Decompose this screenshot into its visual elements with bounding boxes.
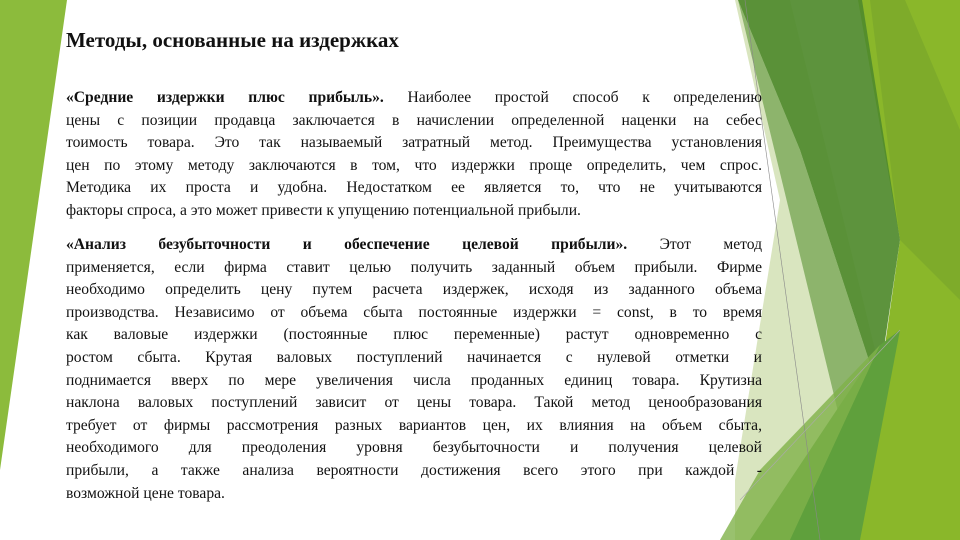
paragraph-cost-plus	[66, 87, 762, 223]
text-line: «Анализ безубыточности и обеспечение целевой прибыли». Этот метод	[66, 236, 762, 253]
paragraph-heading: «Средние издержки плюс прибыль».	[66, 89, 384, 106]
text-line: Методика их проста и удобна. Недостатком ее является то, что не учитываются	[66, 179, 762, 197]
text-line: возможной цене товара.	[66, 484, 225, 502]
left-green-wedge	[0, 0, 67, 470]
paragraph-heading: «Анализ безубыточности и обеспечение целевой прибыли».	[66, 236, 628, 253]
text-line: требует от фирмы рассмотрения разных вариантов цен, их влияния на объем сбыта,	[66, 416, 762, 434]
text-line: «Средние издержки плюс прибыль». Наиболее простой способ к определению	[66, 89, 762, 106]
text-line: цены с позиции продавца заключается в начислении определенной наценки на себес	[66, 111, 762, 129]
text-line: ростом сбыта. Крутая валовых поступлений начинается с нулевой отметки и	[66, 348, 762, 366]
text-line: необходимо определить цену путем расчета издержек, исходя из заданного объема	[66, 281, 762, 299]
slide-title: Методы, основанные на издержках	[66, 28, 399, 52]
text-line: как валовые издержки (постоянные плюс переменные) растут одновременно с	[66, 326, 762, 344]
text-line: прибыли, а также анализа вероятности достижения всего этого при каждой -	[66, 461, 762, 479]
text-line: цен по этому методу заключаются в том, что издержки проще определить, чем спрос.	[66, 156, 762, 174]
paragraph-break-even	[66, 234, 762, 505]
text-line: производства. Независимо от объема сбыта постоянные издержки = const, в то время	[66, 303, 762, 321]
text-line: необходимого для преодоления уровня безубыточности и получения целевой	[66, 439, 762, 457]
text-line: тоимость товара. Это так называемый затратный метод. Преимущества установления	[66, 134, 762, 152]
text-line: применяется, если фирма ставит целью получить заданный объем прибыли. Фирме	[66, 258, 762, 276]
text-line: поднимается вверх по мере увеличения числа проданных единиц товара. Крутизна	[66, 371, 762, 389]
text-line: факторы спроса, а это может привести к упущению потенциальной прибыли.	[66, 201, 581, 219]
text-line: наклона валовых поступлений зависит от цены товара. Такой метод ценообразования	[66, 394, 762, 412]
